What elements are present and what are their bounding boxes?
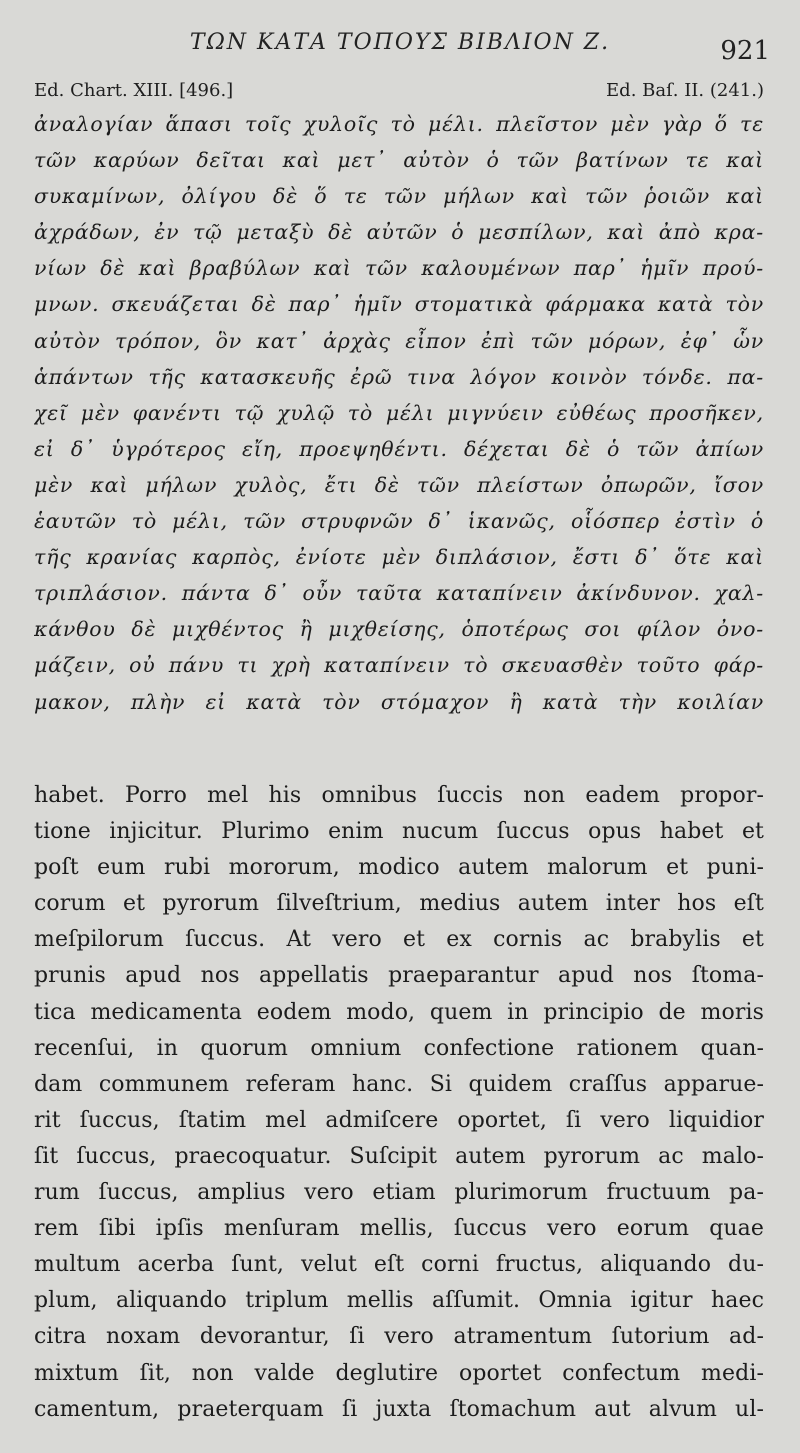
greek-line: μνων. σκευάζεται δὲ παρ᾽ ἡμῖν στοματικὰ φάρμακα κατὰ τὸν: [34, 292, 764, 317]
greek-line: ἑαυτῶν τὸ μέλι, τῶν στρυφνῶν δ᾽ ἱκανῶς, οἷόσπερ ἐστὶν ὁ: [34, 509, 764, 534]
latin-line: prunis apud nos appellatis praeparantur apud nos ſtoma-: [34, 963, 764, 989]
latin-line: habet. Porro mel his omnibus ſuccis non eadem propor-: [34, 783, 764, 808]
greek-line: μάζειν, οὐ πάνυ τι χρὴ καταπίνειν τὸ σκευασθὲν τοῦτο φάρ-: [34, 653, 764, 678]
greek-text-block: [34, 106, 764, 720]
greek-line: ἀναλογίαν ἅπασι τοῖς χυλοῖς τὸ μέλι. πλεῖστον μὲν γὰρ ὅ τε: [34, 112, 764, 136]
greek-line: τῆς κρανίας καρπὸς, ἐνίοτε μὲν διπλάσιον, ἔστι δ᾽ ὅτε καὶ: [34, 545, 764, 570]
latin-line: dam communem referam hanc. Si quidem craſſus apparue-: [34, 1071, 764, 1097]
greek-line: εἰ δ᾽ ὑγρότερος εἴη, προεψηθέντι. δέχεται δὲ ὁ τῶν ἀπίων: [34, 436, 764, 461]
latin-line: rum ſuccus, amplius vero etiam plurimorum fructuum pa-: [34, 1180, 764, 1206]
latin-line: recenſui, in quorum omnium confectione rationem quan-: [34, 1035, 764, 1061]
greek-line: νίων δὲ καὶ βραβύλων καὶ τῶν καλουμένων παρ᾽ ἡμῖν πρού-: [34, 256, 764, 281]
latin-line: corum et pyrorum ſilveſtrium, medius autem inter hos eſt: [34, 891, 764, 917]
greek-line: τριπλάσιον. πάντα δ᾽ οὖν ταῦτα καταπίνειν ἀκίνδυνον. χαλ-: [34, 581, 764, 606]
latin-line: plum, aliquando triplum mellis aſſumit. Omnia igitur haec: [34, 1288, 764, 1314]
greek-line: κάνθου δὲ μιχθέντος ἢ μιχθείσης, ὁποτέρως σοι φίλον ὀνο-: [34, 617, 764, 642]
page-number: 921: [720, 36, 770, 66]
latin-line: rem ſibi ipſis menſuram mellis, ſuccus vero eorum quae: [34, 1216, 764, 1242]
latin-line: citra noxam devorantur, ſi vero atramentum ſutorium ad-: [34, 1324, 764, 1350]
latin-line: multum acerba ſunt, velut eſt corni fructus, aliquando du-: [34, 1252, 764, 1278]
latin-line: rit ſuccus, ſtatim mel admiſcere oportet, ſi vero liquidior: [34, 1107, 764, 1133]
greek-line: μὲν καὶ μήλων χυλὸς, ἔτι δὲ τῶν πλείστων ὀπωρῶν, ἴσον: [34, 472, 764, 497]
running-title: ΤΩΝ ΚΑΤΑ ΤΟΠΟΥΣ ΒΙΒΛΙΟΝ Ζ.: [189, 30, 611, 55]
edition-line: [34, 80, 764, 101]
greek-line: μακον, πλὴν εἰ κατὰ τὸν στόμαχον ἢ κατὰ τὴν κοιλίαν: [34, 689, 764, 714]
greek-line: αὐτὸν τρόπον, ὃν κατ᾽ ἀρχὰς εἶπον ἐπὶ τῶν μόρων, ἐφ᾽ ὧν: [34, 328, 764, 353]
greek-line: ἀχράδων, ἐν τῷ μεταξὺ δὲ αὐτῶν ὁ μεσπίλων, καὶ ἀπὸ κρα-: [34, 220, 764, 245]
latin-line: tica medicamenta eodem modo, quem in principio de moris: [34, 999, 764, 1025]
edition-chart-reference: Ed. Chart. XIII. [496.]: [34, 80, 234, 101]
latin-line: camentum, praeterquam ſi juxta ſtomachum aut alvum ul-: [34, 1396, 764, 1422]
greek-line: τῶν καρύων δεῖται καὶ μετ᾽ αὐτὸν ὁ τῶν βατίνων τε καὶ: [34, 148, 764, 173]
latin-line: meſpilorum ſuccus. At vero et ex cornis ac brabylis et: [34, 927, 764, 953]
latin-line: mixtum ſit, non valde deglutire oportet confectum medi-: [34, 1360, 764, 1386]
latin-text-block: [34, 778, 764, 1428]
greek-line: συκαμίνων, ὀλίγου δὲ ὅ τε τῶν μήλων καὶ τῶν ῥοιῶν καὶ: [34, 184, 764, 209]
latin-line: ſit ſuccus, praecoquatur. Suſcipit autem pyrorum ac malo-: [34, 1143, 764, 1169]
greek-line: χεῖ μὲν φανέντι τῷ χυλῷ τὸ μέλι μιγνύειν εὐθέως προσῆκεν,: [34, 400, 764, 425]
edition-basel-reference: Ed. Baſ. II. (241.): [606, 80, 764, 101]
latin-line: poſt eum rubi mororum, modico autem malorum et puni-: [34, 855, 764, 881]
greek-line: ἁπάντων τῆς κατασκευῆς ἐρῶ τινα λόγον κοινὸν τόνδε. πα-: [34, 364, 764, 389]
latin-line: tione injicitur. Plurimo enim nucum ſuccus opus habet et: [34, 819, 764, 845]
